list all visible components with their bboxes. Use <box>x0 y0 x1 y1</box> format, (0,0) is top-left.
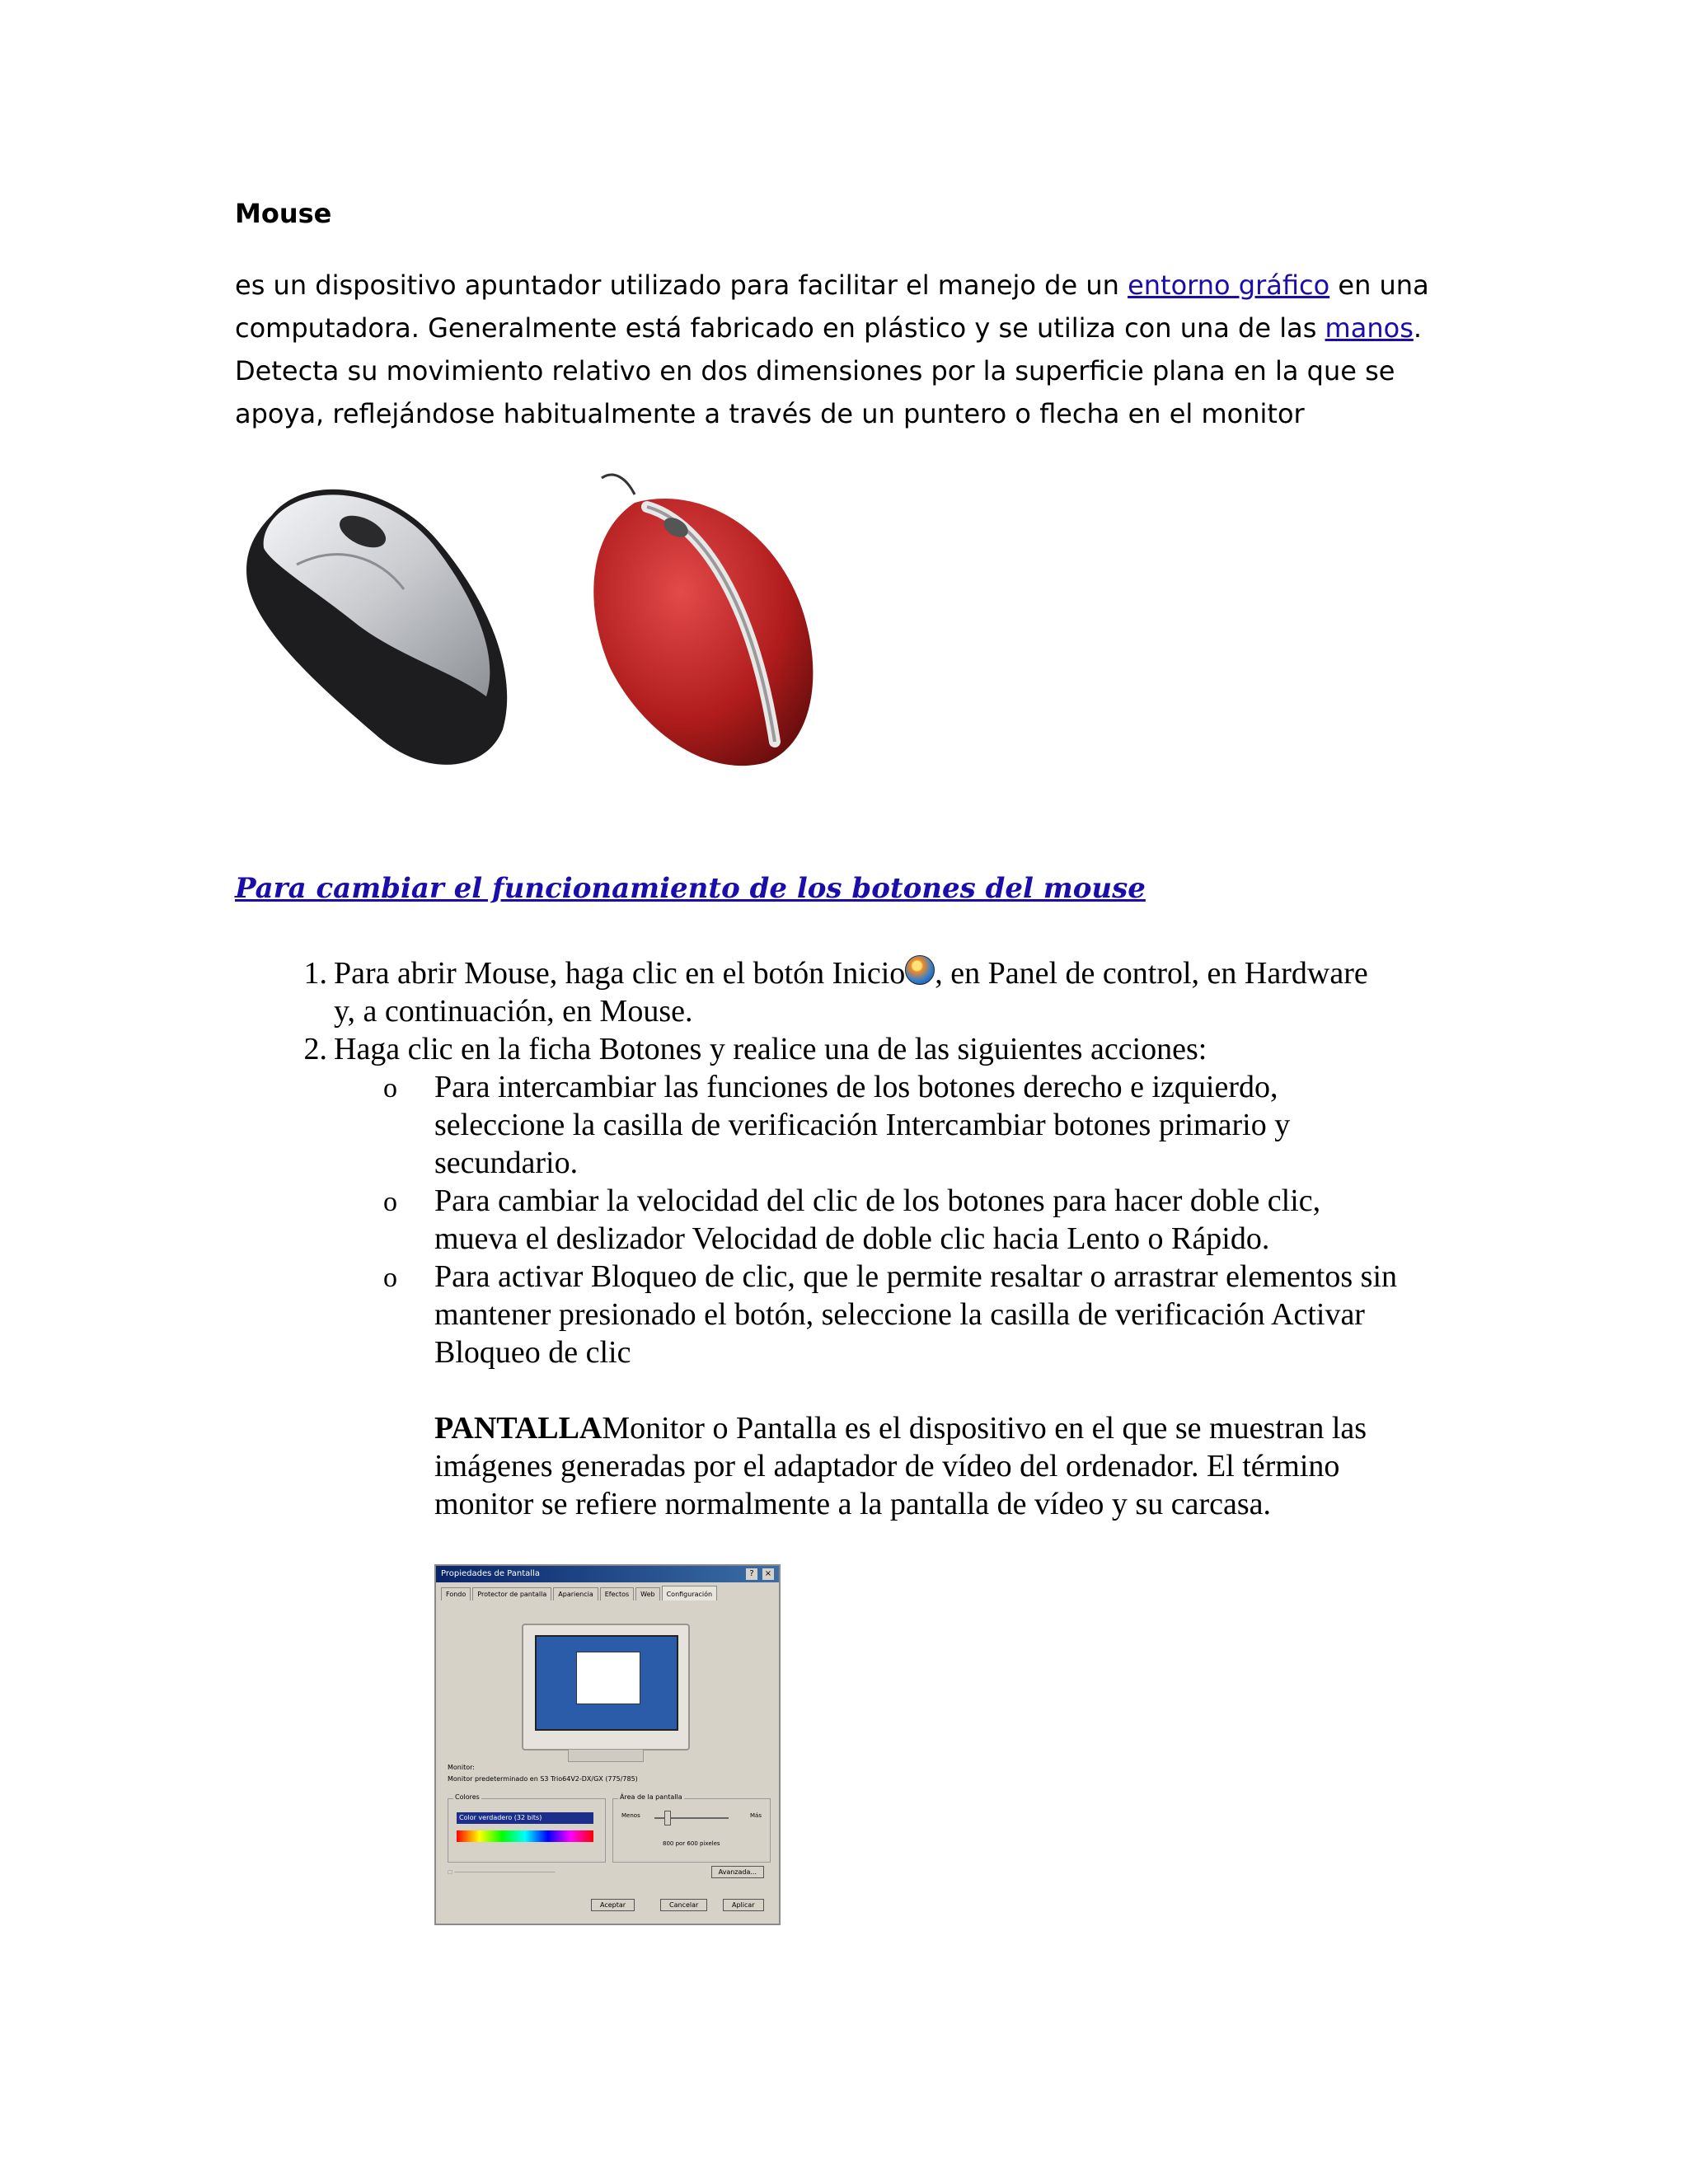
windows-start-icon <box>905 955 935 985</box>
cancel-button: Cancelar <box>660 1899 707 1911</box>
bullet-3-marker: o <box>383 1263 397 1293</box>
bullet-1 <box>383 1068 1290 1182</box>
pantalla-line-1: Monitor o Pantalla es el dispositivo en el que se muestran las <box>602 1411 1367 1446</box>
tab-apariencia: Apariencia <box>553 1587 598 1601</box>
colors-label: Colores <box>455 1793 480 1801</box>
preview-window <box>576 1652 640 1704</box>
tab-efectos: Efectos <box>600 1587 634 1601</box>
dialog-titlebar <box>436 1566 779 1582</box>
bullet-3-line-2: mantener presionado el botón, seleccione la casilla de verificación Activar <box>434 1297 1365 1332</box>
step-1-line-2: y, a continuación, en Mouse. <box>334 994 693 1029</box>
red-mouse-image <box>569 470 849 775</box>
bullet-1-marker: o <box>383 1073 397 1104</box>
tab-web: Web <box>635 1587 659 1601</box>
section-heading-link[interactable]: Para cambiar el funcionamiento de los botones del mouse <box>235 872 1146 905</box>
step-1-text-a: Para abrir Mouse, haga clic en el botón Inicio <box>334 956 906 991</box>
silver-mouse-image <box>239 466 544 779</box>
screen-area-group <box>612 1793 771 1863</box>
page-title: Mouse <box>235 198 332 229</box>
monitor-preview-icon <box>522 1624 690 1750</box>
bullet-1-line-3: secundario. <box>434 1146 579 1180</box>
screen-area-slider-thumb <box>664 1811 671 1825</box>
display-properties-dialog-image <box>434 1564 781 1925</box>
bullet-1-line-1: Para intercambiar las funciones de los botones derecho e izquierdo, <box>434 1070 1278 1104</box>
monitor-screen <box>535 1635 678 1731</box>
entorno-grafico-link[interactable]: entorno gráfico <box>1128 269 1330 301</box>
colors-group <box>448 1793 606 1863</box>
step-1 <box>284 954 1368 1030</box>
step-2-text: Haga clic en la ficha Botones y realice una de las siguientes acciones: <box>334 1032 1207 1066</box>
bullet-1-line-2: seleccione la casilla de verificación Intercambiar botones primario y <box>434 1108 1291 1142</box>
bullet-2 <box>383 1182 1320 1258</box>
intro-text-1: es un dispositivo apuntador utilizado para facilitar el manejo de un <box>235 269 1128 301</box>
bullet-3-line-3: Bloqueo de clic <box>434 1335 631 1370</box>
monitor-label: Monitor: <box>448 1764 475 1771</box>
monitor-stand <box>568 1749 644 1762</box>
area-less-label: Menos <box>621 1812 640 1819</box>
bullet-2-line-1: Para cambiar la velocidad del clic de los botones para hacer doble clic, <box>434 1183 1321 1218</box>
pantalla-paragraph <box>434 1409 1367 1523</box>
colors-select: Color verdadero (32 bits) <box>457 1812 593 1824</box>
close-icon: × <box>762 1568 774 1580</box>
screen-area-label: Área de la pantalla <box>620 1793 682 1801</box>
bullet-2-line-2: mueva el deslizador Velocidad de doble clic hacia Lento o Rápido. <box>434 1221 1270 1256</box>
step-2 <box>284 1030 1207 1068</box>
intro-paragraph <box>235 264 1471 435</box>
dialog-tabs <box>441 1587 717 1601</box>
bullet-3-line-1: Para activar Bloqueo de clic, que le permite resaltar o arrastrar elementos sin <box>434 1259 1397 1294</box>
advanced-button: Avanzada... <box>711 1866 764 1878</box>
pantalla-line-2: imágenes generadas por el adaptador de vídeo del ordenador. El término <box>434 1449 1340 1483</box>
step-1-text-b: , en Panel de control, en Hardware <box>935 956 1368 991</box>
ok-button: Aceptar <box>591 1899 635 1911</box>
tab-fondo: Fondo <box>441 1587 471 1601</box>
bullet-2-marker: o <box>383 1187 397 1217</box>
dialog-title: Propiedades de Pantalla <box>441 1569 540 1578</box>
pantalla-line-3: monitor se refiere normalmente a la pantalla de vídeo y su carcasa. <box>434 1487 1271 1521</box>
monitor-value: Monitor predeterminado en S3 Trio64V2-DX/GX (775/785) <box>448 1775 638 1783</box>
apply-button: Aplicar <box>723 1899 764 1911</box>
color-spectrum-bar <box>457 1830 593 1842</box>
intro-text-3: . Detecta su movimiento relativo en dos dimensiones por la superficie plana en la que se apoya, reflejándose habitualmente a través de un puntero o flecha en el monitor <box>235 312 1423 429</box>
bullet-3 <box>383 1258 1397 1371</box>
screen-area-value: 800 por 600 pixeles <box>663 1840 720 1847</box>
dialog-disabled-checkbox: ☐ ───────────────────────────── <box>448 1869 556 1876</box>
tab-protector: Protector de pantalla <box>472 1587 551 1601</box>
intro-text-2: en una computadora. Generalmente está fabricado en plástico y se utiliza con una de las <box>235 269 1429 344</box>
manos-link[interactable]: manos <box>1325 312 1414 344</box>
step-2-number: 2. <box>303 1032 327 1066</box>
help-icon: ? <box>746 1568 757 1580</box>
tab-configuracion: Configuración <box>662 1586 718 1601</box>
area-more-label: Más <box>750 1812 762 1819</box>
step-1-number: 1. <box>303 956 327 991</box>
pantalla-heading: PANTALLA <box>434 1411 603 1446</box>
